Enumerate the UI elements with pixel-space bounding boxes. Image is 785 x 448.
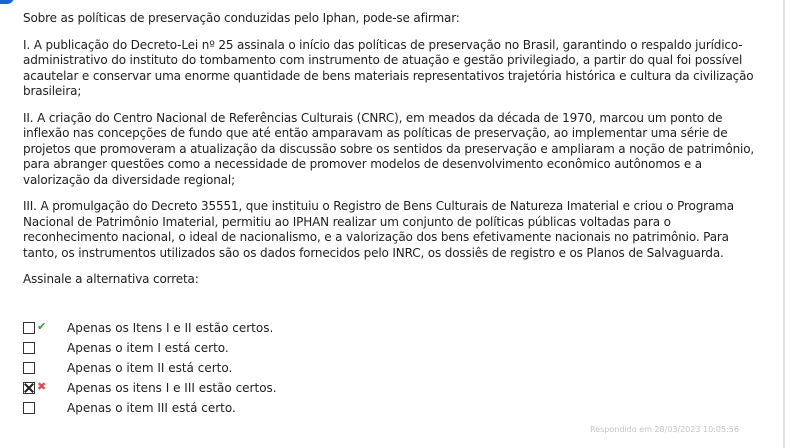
option-5-checkbox[interactable] — [23, 402, 35, 414]
corner-logo-fragment — [0, 0, 14, 4]
answer-option-5[interactable] — [23, 401, 523, 421]
option-2-label[interactable]: Apenas o item I está certo. — [67, 341, 229, 355]
statement-1: I. A publicação do Decreto-Lei nº 25 assinala o início das políticas de preservação no Brasil, garantindo o respaldo jurídico-administrativo do instituto do tombamento com instrumento de atuação e gestão privilegiado, a partir do qual foi possível acautelar e conservar uma enorme quantidade de bens materiais representativos trajetória histórica e cultura da civilização brasileira; — [23, 37, 754, 98]
cross-icon: ✖ — [37, 380, 47, 393]
option-3-checkbox[interactable] — [23, 362, 35, 374]
check-icon: ✔ — [37, 320, 47, 333]
answered-timestamp: Respondido em 28/03/2023 10:05:56 — [590, 425, 739, 434]
option-1-checkbox[interactable] — [23, 322, 35, 334]
option-1-label[interactable]: Apenas os Itens I e II estão certos. — [67, 321, 274, 335]
option-4-label[interactable]: Apenas os itens I e III estão certos. — [67, 381, 277, 395]
question-intro: Sobre as políticas de preservação conduzidas pelo Iphan, pode-se afirmar: — [23, 11, 460, 25]
answer-options — [23, 321, 523, 421]
option-4-checkbox[interactable] — [23, 382, 35, 394]
option-2-checkbox[interactable] — [23, 342, 35, 354]
option-3-label[interactable]: Apenas o item II está certo. — [67, 361, 233, 375]
answer-option-2[interactable] — [23, 341, 523, 361]
question-text — [23, 11, 758, 299]
answer-option-1[interactable] — [23, 321, 523, 341]
option-5-label[interactable]: Apenas o item III está certo. — [67, 401, 236, 415]
answer-option-3[interactable] — [23, 361, 523, 381]
answer-option-4[interactable] — [23, 381, 523, 401]
statement-3: III. A promulgação do Decreto 35551, que instituiu o Registro de Bens Culturais de Natureza Imaterial e criou o Programa Nacional de Patrimônio Imaterial, permitiu ao IPHAN realizar um conjunto de políticas públicas voltadas para o reconhecimento nacional, o ideal de nacionalismo, e a valorização dos bens efetivamente nacionais no patrimônio. Para tanto, os instrumentos utilizados são os dados fornecidos pelo INRC, os dossiês de registro e os Planos de Salvaguarda. — [23, 199, 734, 260]
question-prompt: Assinale a alternativa correta: — [23, 272, 199, 286]
statement-2: II. A criação do Centro Nacional de Referências Culturais (CNRC), em meados da década de 1970, marcou um ponto de inflexão nas concepções de fundo que até então amparavam as políticas de preservação, ao implementar uma série de projetos que promoveram a atualização da discussão sobre os sentidos da preservação e ampliaram a noção de patrimônio, para abranger questões como a necessidade de promover modelos de desenvolvimento econômico autônomos e a valorização da diversidade regional; — [23, 110, 755, 187]
